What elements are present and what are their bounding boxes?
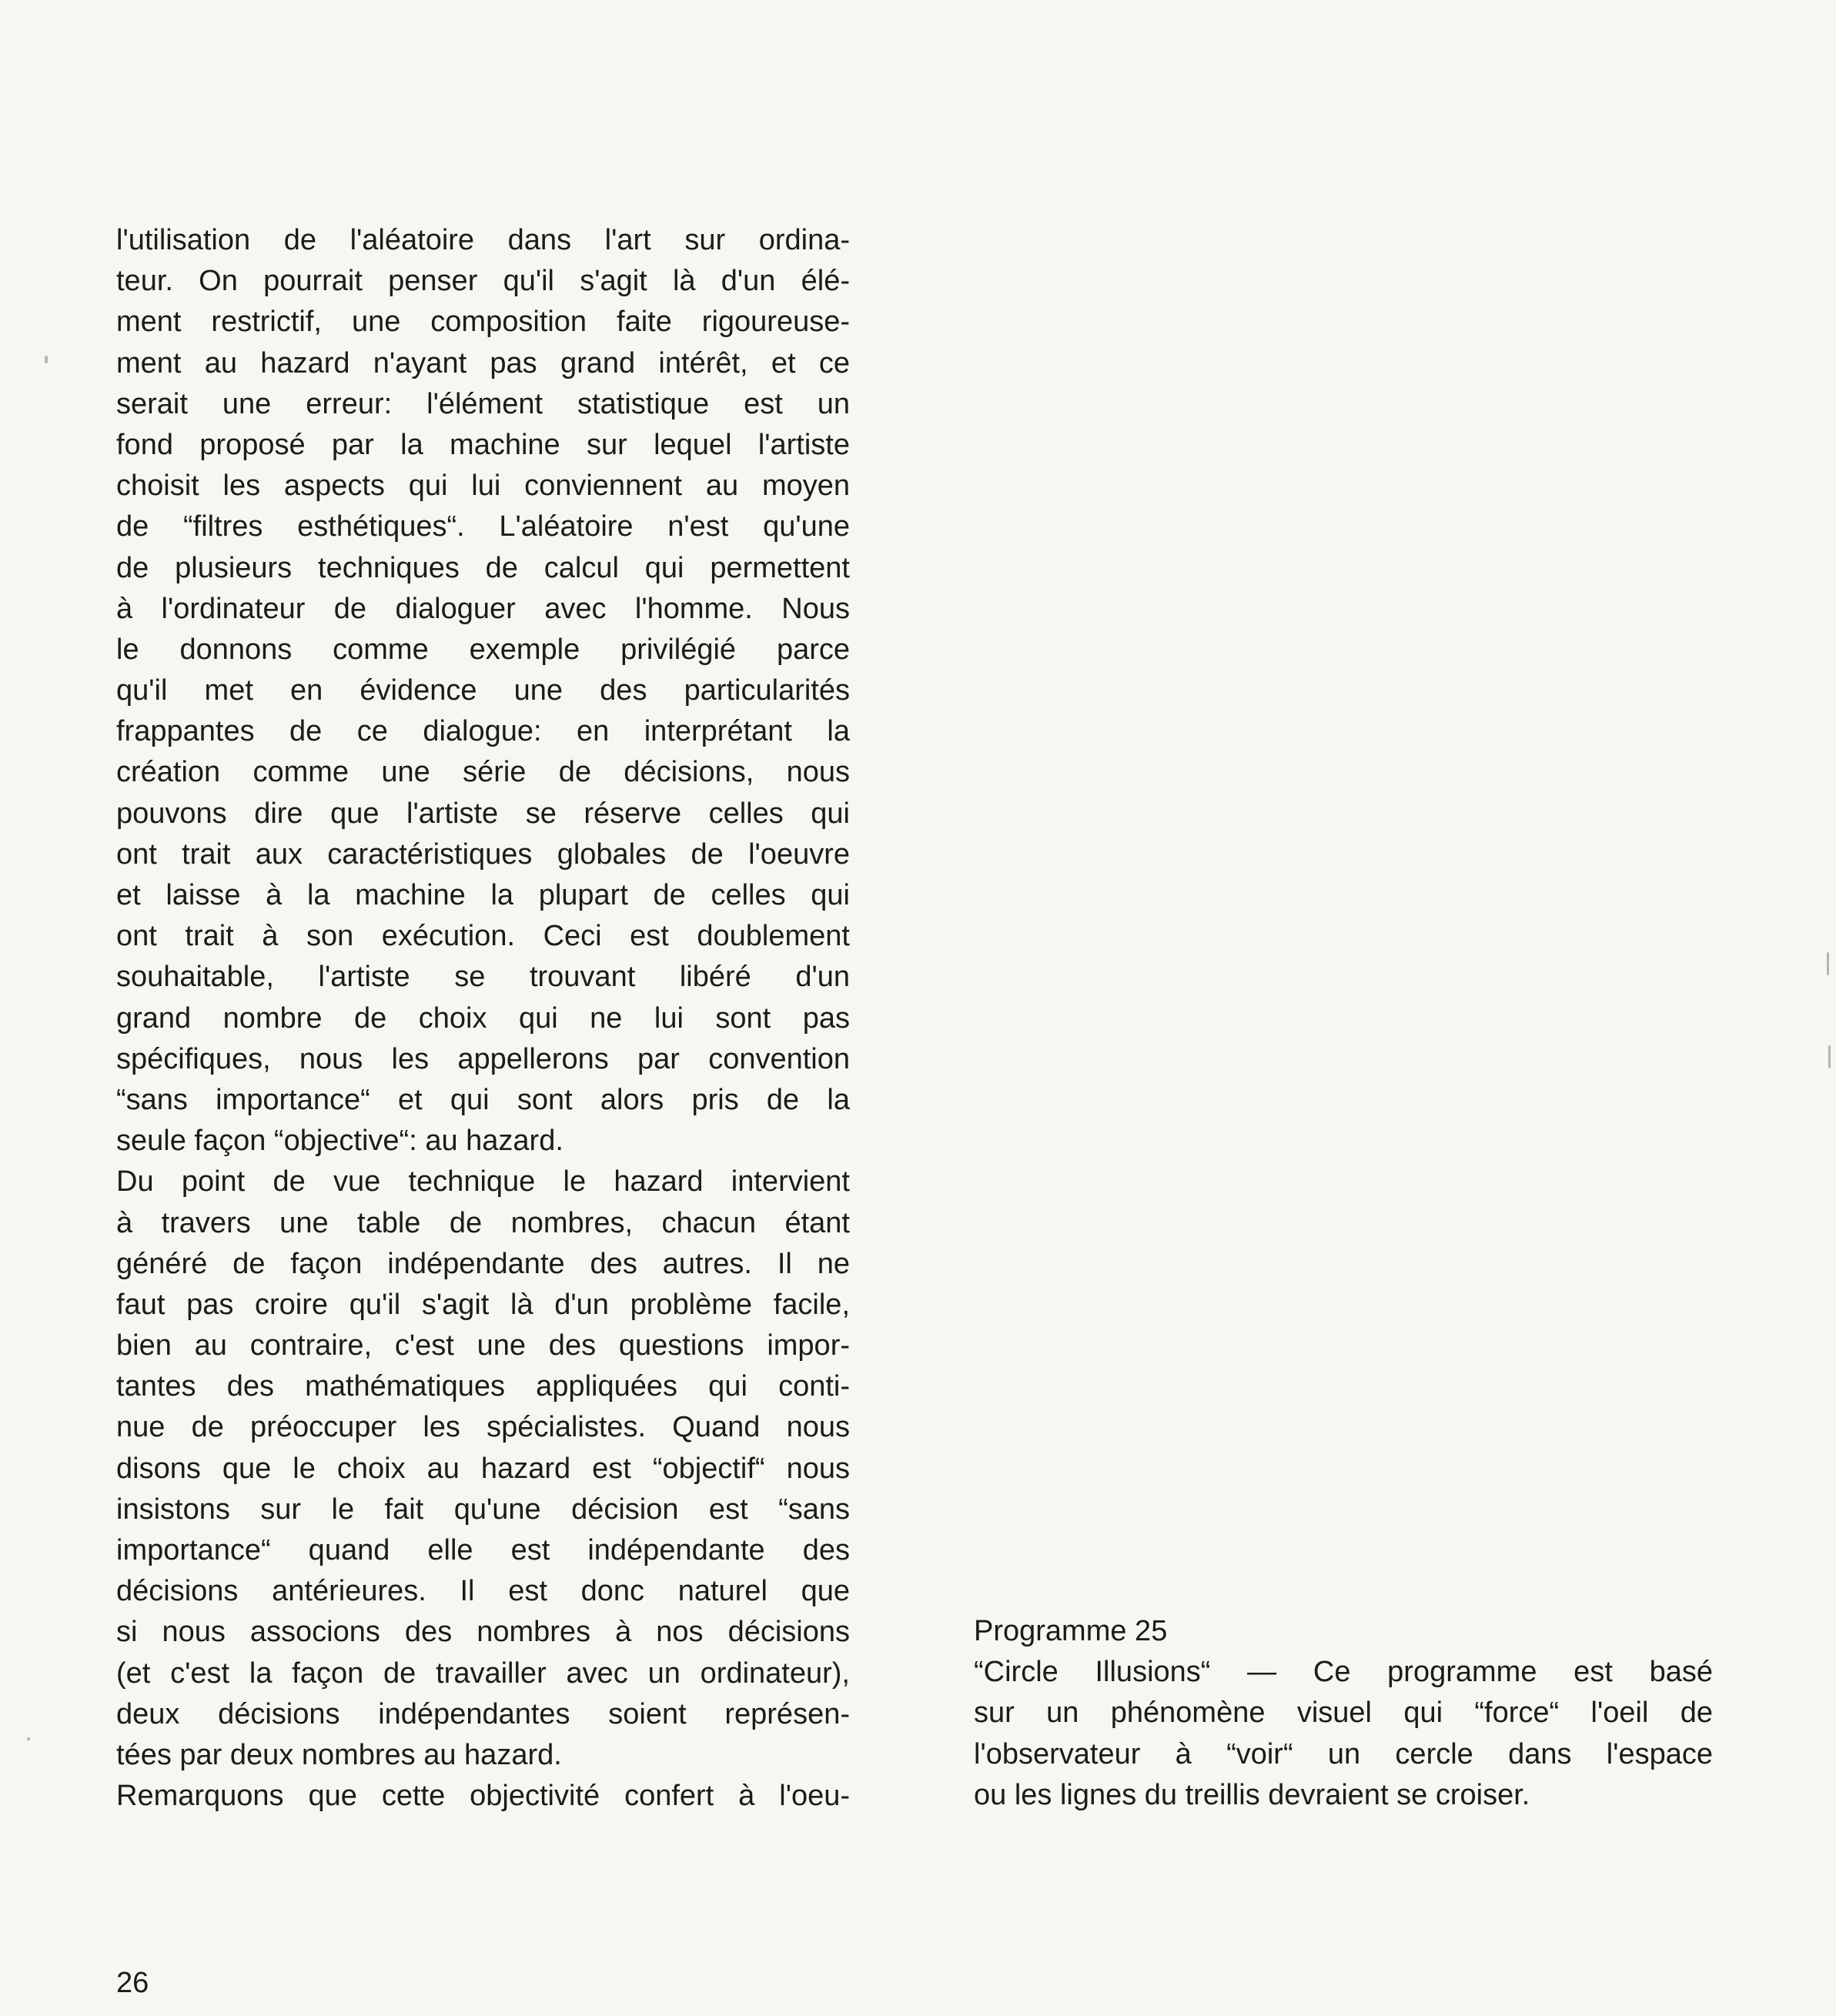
paper-speck: [1827, 952, 1829, 975]
paragraph-3: [116, 1776, 850, 1817]
text-line: ont trait aux caractéristiques globales de l'oeuvre: [116, 837, 850, 871]
caption-title: Programme 25: [974, 1615, 1168, 1647]
page-number: 26: [116, 1967, 149, 1999]
text-line: Du point de vue technique le hazard intervient: [116, 1165, 850, 1199]
text-line: à travers une table de nombres, chacun étant: [116, 1206, 850, 1239]
text-line: généré de façon indépendante des autres. Il ne: [116, 1247, 850, 1280]
text-line: faut pas croire qu'il s'agit là d'un problème facile,: [116, 1288, 850, 1321]
text-line: importance“ quand elle est indépendante des: [116, 1534, 850, 1566]
paper-speck: [27, 1737, 30, 1740]
text-line: teur. On pourrait penser qu'il s'agit là d'un élé-: [116, 265, 850, 298]
caption-line: “Circle Illusions“ — Ce programme est basé: [974, 1656, 1713, 1689]
text-line: et laisse à la machine la plupart de celles qui: [116, 879, 850, 911]
paragraph-1: [116, 220, 850, 1162]
paragraph-2: [116, 1162, 850, 1776]
text-line: deux décisions indépendantes soient représen-: [116, 1697, 850, 1730]
main-text-column: [116, 220, 850, 1817]
text-line: qu'il met en évidence une des particularités: [116, 674, 850, 707]
text-line: frappantes de ce dialogue: en interprétant la: [116, 715, 850, 748]
text-line: de “filtres esthétiques“. L'aléatoire n'est qu'une: [116, 510, 850, 543]
text-line: si nous associons des nombres à nos décisions: [116, 1616, 850, 1649]
text-line: bien au contraire, c'est une des questions impor-: [116, 1329, 850, 1362]
caption-line: sur un phénomène visuel qui “force“ l'oeil de: [974, 1697, 1713, 1730]
text-line: disons que le choix au hazard est “objectif“ nous: [116, 1452, 850, 1485]
figure-caption: [974, 1611, 1713, 1816]
text-line: choisit les aspects qui lui conviennent au moyen: [116, 470, 850, 503]
text-line: le donnons comme exemple privilégié parce: [116, 633, 850, 666]
text-line: l'utilisation de l'aléatoire dans l'art sur ordina-: [116, 224, 850, 256]
text-line: fond proposé par la machine sur lequel l'artiste: [116, 428, 850, 461]
text-line: création comme une série de décisions, nous: [116, 756, 850, 789]
text-line: ment au hazard n'ayant pas grand intérêt, et ce: [116, 346, 850, 379]
text-line: seule façon “objective“: au hazard.: [116, 1125, 564, 1158]
text-line: pouvons dire que l'artiste se réserve celles qui: [116, 797, 850, 830]
text-line: spécifiques, nous les appellerons par convention: [116, 1042, 850, 1075]
text-line: tées par deux nombres au hazard.: [116, 1738, 562, 1771]
caption-line: ou les lignes du treillis devraient se croiser.: [974, 1778, 1530, 1811]
text-line: insistons sur le fait qu'une décision est “sans: [116, 1493, 850, 1526]
text-line: Remarquons que cette objectivité confert à l'oeu-: [116, 1780, 850, 1813]
caption-line: l'observateur à “voir“ un cercle dans l'espace: [974, 1737, 1713, 1770]
text-line: nue de préoccuper les spécialistes. Quand nous: [116, 1411, 850, 1444]
text-line: “sans importance“ et qui sont alors pris de la: [116, 1083, 850, 1116]
text-line: ont trait à son exécution. Ceci est doublement: [116, 920, 850, 953]
text-line: tantes des mathématiques appliquées qui conti-: [116, 1370, 850, 1403]
text-line: à l'ordinateur de dialoguer avec l'homme. Nous: [116, 592, 850, 625]
text-line: de plusieurs techniques de calcul qui permettent: [116, 551, 850, 584]
paper-speck: [1828, 1045, 1831, 1068]
paper-speck: [45, 356, 48, 363]
text-line: souhaitable, l'artiste se trouvant libéré d'un: [116, 961, 850, 994]
text-line: ment restrictif, une composition faite rigoureuse-: [116, 306, 850, 339]
text-line: grand nombre de choix qui ne lui sont pas: [116, 1001, 850, 1035]
text-line: décisions antérieures. Il est donc naturel que: [116, 1575, 850, 1608]
text-line: (et c'est la façon de travailler avec un ordinateur),: [116, 1657, 850, 1690]
text-line: serait une erreur: l'élément statistique est un: [116, 387, 850, 420]
